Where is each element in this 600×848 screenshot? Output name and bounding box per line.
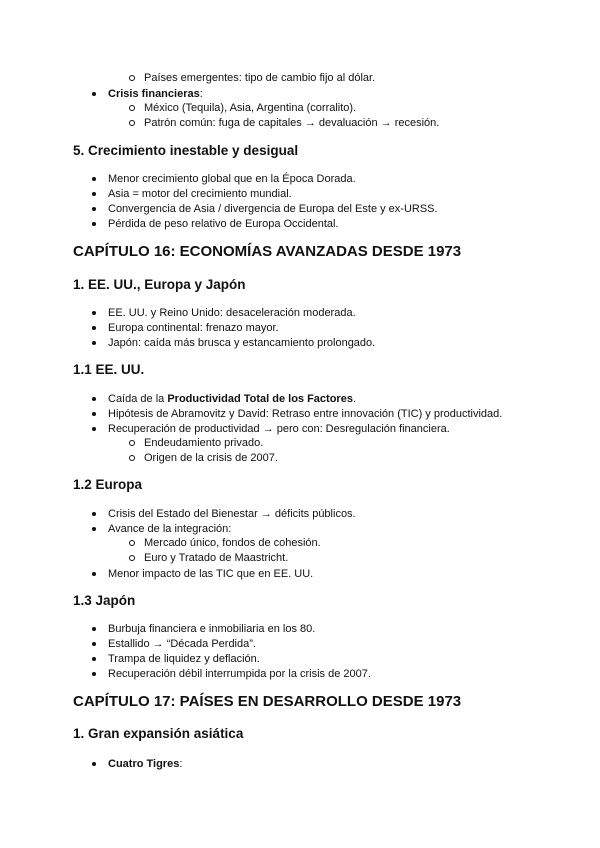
sub-bullet-icon: [129, 540, 135, 546]
list-item-text: :: [199, 88, 203, 100]
sub-bullet-icon: [129, 455, 135, 461]
list-item-text: .: [352, 393, 356, 405]
list-item: México (Tequila), Asia, Argentina (corralito).: [144, 102, 357, 114]
list-item: Patrón común: fuga de capitales → devaluación → recesión.: [144, 117, 440, 129]
list-item: Burbuja financiera e inmobiliaria en los 80.: [108, 623, 316, 635]
chapter-heading: CAPÍTULO 17: PAÍSES EN DESARROLLO DESDE 1973: [73, 693, 462, 710]
list-item: [108, 87, 203, 101]
list-item: Avance de la integración:: [108, 523, 232, 535]
sub-bullet-icon: [129, 440, 135, 446]
list-item: [108, 392, 356, 406]
list-item: Euro y Tratado de Maastricht.: [144, 552, 289, 564]
list-item: Convergencia de Asia / divergencia de Europa del Este y ex-URSS.: [108, 203, 438, 215]
list-item: Recuperación de productividad → pero con: Desregulación financiera.: [108, 423, 450, 435]
list-item: Pérdida de peso relativo de Europa Occidental.: [108, 218, 339, 230]
list-item: Estallido → “Década Perdida”.: [108, 638, 256, 650]
list-item: Europa continental: frenazo mayor.: [108, 322, 279, 334]
list-item: Japón: caída más brusca y estancamiento prolongado.: [108, 337, 376, 349]
list-item-text: Caída de la: [108, 393, 168, 405]
bullet-icon: [92, 207, 96, 211]
sub-bullet-icon: [129, 105, 135, 111]
bullet-icon: [92, 92, 96, 96]
list-item: EE. UU. y Reino Unido: desaceleración moderada.: [108, 307, 356, 319]
section-heading: 1. EE. UU., Europa y Japón: [73, 277, 246, 292]
bullet-icon: [92, 192, 96, 196]
list-item: [108, 757, 182, 771]
section-heading: 1.3 Japón: [73, 593, 136, 608]
list-item: Mercado único, fondos de cohesión.: [144, 537, 321, 549]
bullet-icon: [92, 642, 96, 646]
list-item: Trampa de liquidez y deflación.: [108, 653, 260, 665]
bullet-icon: [92, 222, 96, 226]
list-item: Recuperación débil interrumpida por la crisis de 2007.: [108, 668, 371, 680]
list-item: Origen de la crisis de 2007.: [144, 452, 278, 464]
bullet-icon: [92, 572, 96, 576]
sub-bullet-icon: [129, 75, 135, 81]
section-heading: 5. Crecimiento inestable y desigual: [73, 143, 299, 158]
bullet-icon: [92, 527, 96, 531]
bullet-icon: [92, 326, 96, 330]
bullet-icon: [92, 627, 96, 631]
chapter-heading: CAPÍTULO 16: ECONOMÍAS AVANZADAS DESDE 1973: [73, 243, 462, 260]
list-item: Endeudamiento privado.: [144, 437, 264, 449]
section-heading: 1.2 Europa: [73, 477, 143, 492]
bullet-icon: [92, 397, 96, 401]
section-heading: 1.1 EE. UU.: [73, 362, 145, 377]
bullet-icon: [92, 311, 96, 315]
bullet-icon: [92, 177, 96, 181]
list-item: Menor crecimiento global que en la Época Dorada.: [108, 173, 356, 185]
bullet-icon: [92, 412, 96, 416]
sub-bullet-icon: [129, 120, 135, 126]
bold-term: Cuatro Tigres: [108, 758, 180, 770]
bullet-icon: [92, 672, 96, 676]
sub-bullet-icon: [129, 555, 135, 561]
bullet-icon: [92, 341, 96, 345]
list-item: Hipótesis de Abramovitz y David: Retraso entre innovación (TIC) y productividad.: [108, 408, 503, 420]
section-heading: 1. Gran expansión asiática: [73, 726, 244, 741]
bullet-icon: [92, 512, 96, 516]
bullet-icon: [92, 657, 96, 661]
list-item: Menor impacto de las TIC que en EE. UU.: [108, 568, 314, 580]
list-item: Crisis del Estado del Bienestar → déficits públicos.: [108, 508, 356, 520]
bold-term: Crisis financieras: [108, 88, 200, 100]
bullet-icon: [92, 427, 96, 431]
list-item: Asia = motor del crecimiento mundial.: [108, 188, 292, 200]
list-item: Países emergentes: tipo de cambio fijo al dólar.: [144, 72, 376, 84]
bullet-icon: [92, 762, 96, 766]
bold-term: Productividad Total de los Factores: [167, 393, 353, 405]
list-item-text: :: [179, 758, 183, 770]
